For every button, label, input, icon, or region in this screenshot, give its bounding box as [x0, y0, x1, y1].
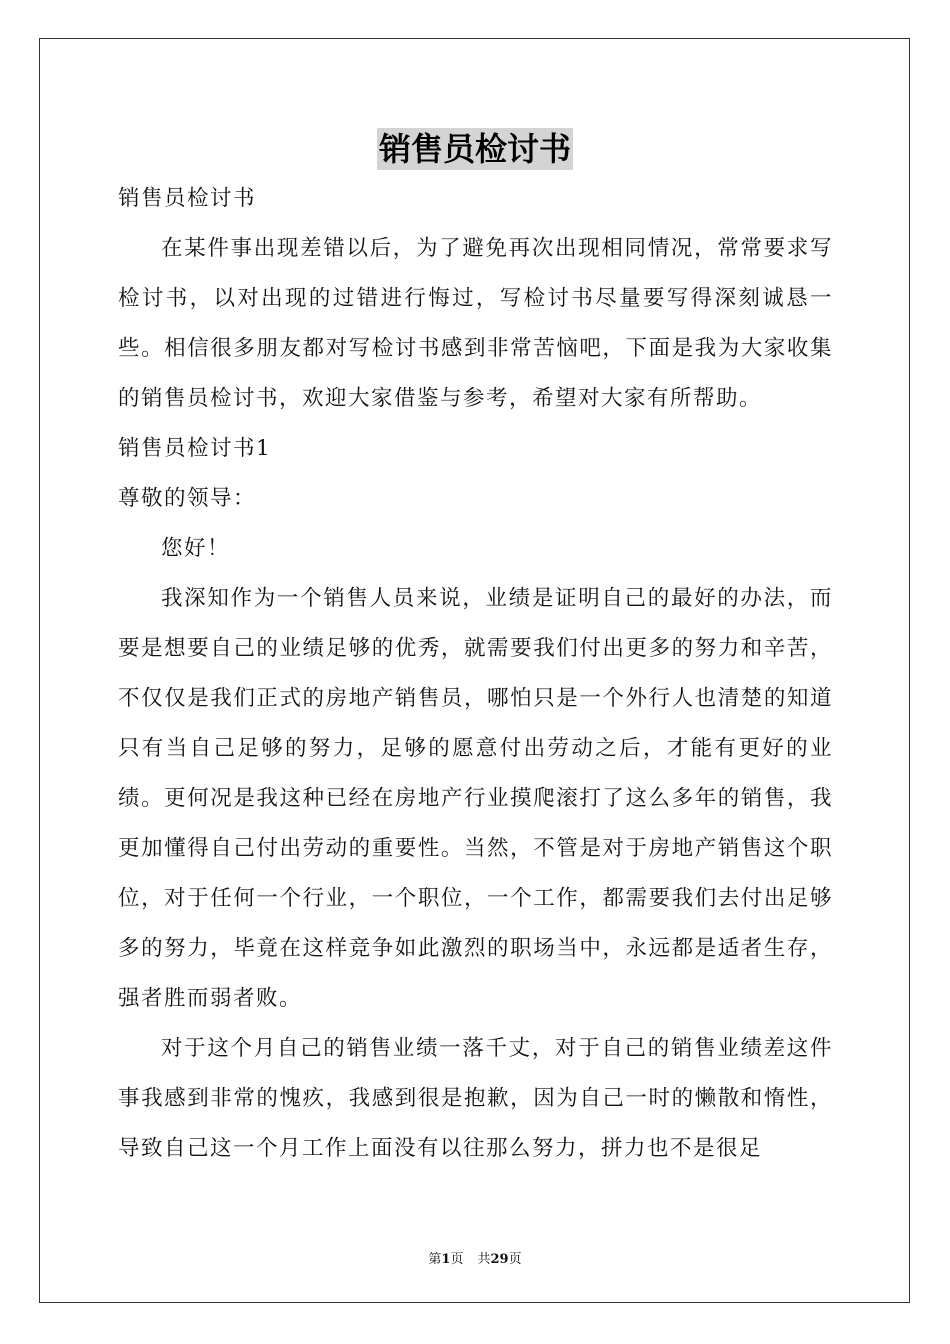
section-heading: 销售员检讨书1	[118, 436, 272, 461]
greeting: 您好！	[161, 536, 231, 561]
footer-page-number: 1	[441, 1252, 451, 1267]
footer-page-suffix: 页	[450, 1252, 464, 1267]
footer-total-prefix: 共	[477, 1252, 491, 1267]
document-title: 销售员检讨书	[378, 130, 571, 168]
title-container	[0, 128, 950, 170]
document-subtitle: 销售员检讨书	[118, 186, 257, 211]
body-paragraph-2: 对于这个月自己的销售业绩一落千丈，对于自己的销售业绩差这件事我感到非常的愧疚，我感到很是抱歉，因为自己一时的懒散和惰性，导致自己这一个月工作上面没有以往那么努力，拼力也不是很足	[118, 1036, 833, 1161]
footer-total-suffix: 页	[508, 1252, 522, 1267]
footer-total-pages: 29	[490, 1252, 509, 1267]
footer-page-prefix: 第	[428, 1252, 442, 1267]
salutation: 尊敬的领导：	[118, 486, 257, 511]
document-body	[118, 174, 833, 1174]
page-footer	[0, 1248, 950, 1267]
intro-paragraph: 在某件事出现差错以后，为了避免再次出现相同情况，常常要求写检讨书，以对出现的过错进行悔过，写检讨书尽量要写得深刻诚恳一些。相信很多朋友都对写检讨书感到非常苦恼吧，下面是我为大家收集的销售员检讨书，欢迎大家借鉴与参考，希望对大家有所帮助。	[118, 236, 833, 411]
body-paragraph-1: 我深知作为一个销售人员来说，业绩是证明自己的最好的办法，而要是想要自己的业绩足够的优秀，就需要我们付出更多的努力和辛苦，不仅仅是我们正式的房地产销售员，哪怕只是一个外行人也清楚的知道只有当自己足够的努力，足够的愿意付出劳动之后，才能有更好的业绩。更何况是我这种已经在房地产行业摸爬滚打了这么多年的销售，我更加懂得自己付出劳动的重要性。当然，不管是对于房地产销售这个职位，对于任何一个行业，一个职位，一个工作，都需要我们去付出足够多的努力，毕竟在这样竞争如此激烈的职场当中，永远都是适者生存，强者胜而弱者败。	[118, 586, 833, 1011]
